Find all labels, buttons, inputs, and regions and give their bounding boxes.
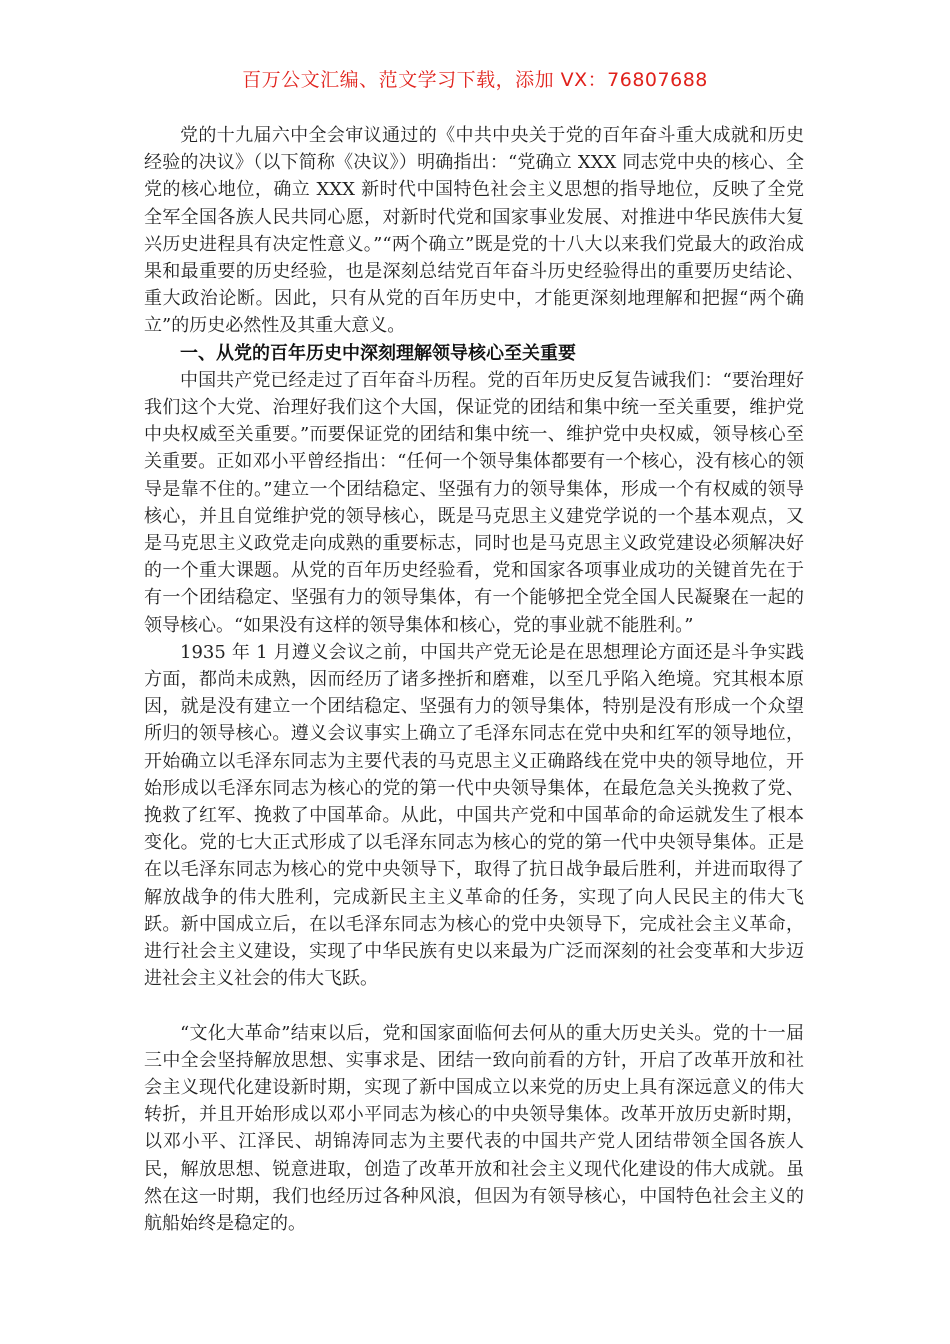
paragraph-spacer [144,993,804,1020]
paragraph-2: 1935 年 1 月遵义会议之前，中国共产党无论是在思想理论方面还是斗争实践方面，都尚未成熟，因而经历了诸多挫折和磨难，以至几乎陷入绝境。究其根本原因，就是没有建立一个团结稳定、坚强有力的领导集体，特别是没有形成一个众望所归的领导核心。遵义会议事实上确立了毛泽东同志在党中央和红军的领导地位，开始确立以毛泽东同志为主要代表的马克思主义正确路线在党中央的领导地位，开始形成以毛泽东同志为核心的党的第一代中央领导集体，在最危急关头挽救了党、挽救了红军、挽救了中国革命。从此，中国共产党和中国革命的命运就发生了根本变化。党的七大正式形成了以毛泽东同志为核心的党的第一代中央领导集体。正是在以毛泽东同志为核心的党中央领导下，取得了抗日战争最后胜利，并进而取得了解放战争的伟大胜利，完成新民主主义革命的任务，实现了向人民民主的伟大飞跃。新中国成立后，在以毛泽东同志为核心的党中央领导下，完成社会主义革命，进行社会主义建设，实现了中华民族有史以来最为广泛而深刻的社会变革和大步迈进社会主义社会的伟大飞跃。 [144,641,804,990]
watermark-header: 百万公文汇编、范文学习下载，添加 VX：76807688 [242,69,708,91]
document-body [144,122,804,1237]
section-heading-1: 一、从党的百年历史中深刻理解领导核心至关重要 [180,342,576,364]
paragraph-3: “文化大革命”结束以后，党和国家面临何去何从的重大历史关头。党的十一届三中全会坚持解放思想、实事求是、团结一致向前看的方针，开启了改革开放和社会主义现代化建设新时期，实现了新中国成立以来党的历史上具有深远意义的伟大转折，并且开始形成以邓小平同志为核心的中央领导集体。改革开放历史新时期，以邓小平、江泽民、胡锦涛同志为主要代表的中国共产党人团结带领全国各族人民，解放思想、锐意进取，创造了改革开放和社会主义现代化建设的伟大成就。虽然在这一时期，我们也经历过各种风浪，但因为有领导核心，中国特色社会主义的航船始终是稳定的。 [144,1022,804,1234]
intro-paragraph: 党的十九届六中全会审议通过的《中共中央关于党的百年奋斗重大成就和历史经验的决议》（以下简称《决议》）明确指出：“党确立 XXX 同志党中央的核心、全党的核心地位，确立 XXX 新时代中国特色社会主义思想的指导地位，反映了全党全军全国各族人民共同心愿，对新时代党和国家事业发展、对推进中华民族伟大复兴历史进程具有决定性意义。”“两个确立”既是党的十八大以来我们党最大的政治成果和最重要的历史经验，也是深刻总结党百年奋斗历史经验得出的重要历史结论、重大政治论断。因此，只有从党的百年历史中，才能更深刻地理解和把握“两个确立”的历史必然性及其重大意义。 [144,125,804,337]
paragraph-1: 中国共产党已经走过了百年奋斗历程。党的百年历史反复告诫我们：“要治理好我们这个大党、治理好我们这个大国，保证党的团结和集中统一至关重要，维护党中央权威至关重要。”而要保证党的团结和集中统一、维护党中央权威，领导核心至关重要。正如邓小平曾经指出：“任何一个领导集体都要有一个核心，没有核心的领导是靠不住的。”建立一个团结稳定、坚强有力的领导集体，形成一个有权威的领导核心，并且自觉维护党的领导核心，既是马克思主义建党学说的一个基本观点，又是马克思主义政党走向成熟的重要标志，同时也是马克思主义政党建设必须解决好的一个重大课题。从党的百年历史经验看，党和国家各项事业成功的关键首先在于有一个团结稳定、坚强有力的领导集体，有一个能够把全党全国人民凝聚在一起的领导核心。“如果没有这样的领导集体和核心，党的事业就不能胜利。” [144,369,804,636]
